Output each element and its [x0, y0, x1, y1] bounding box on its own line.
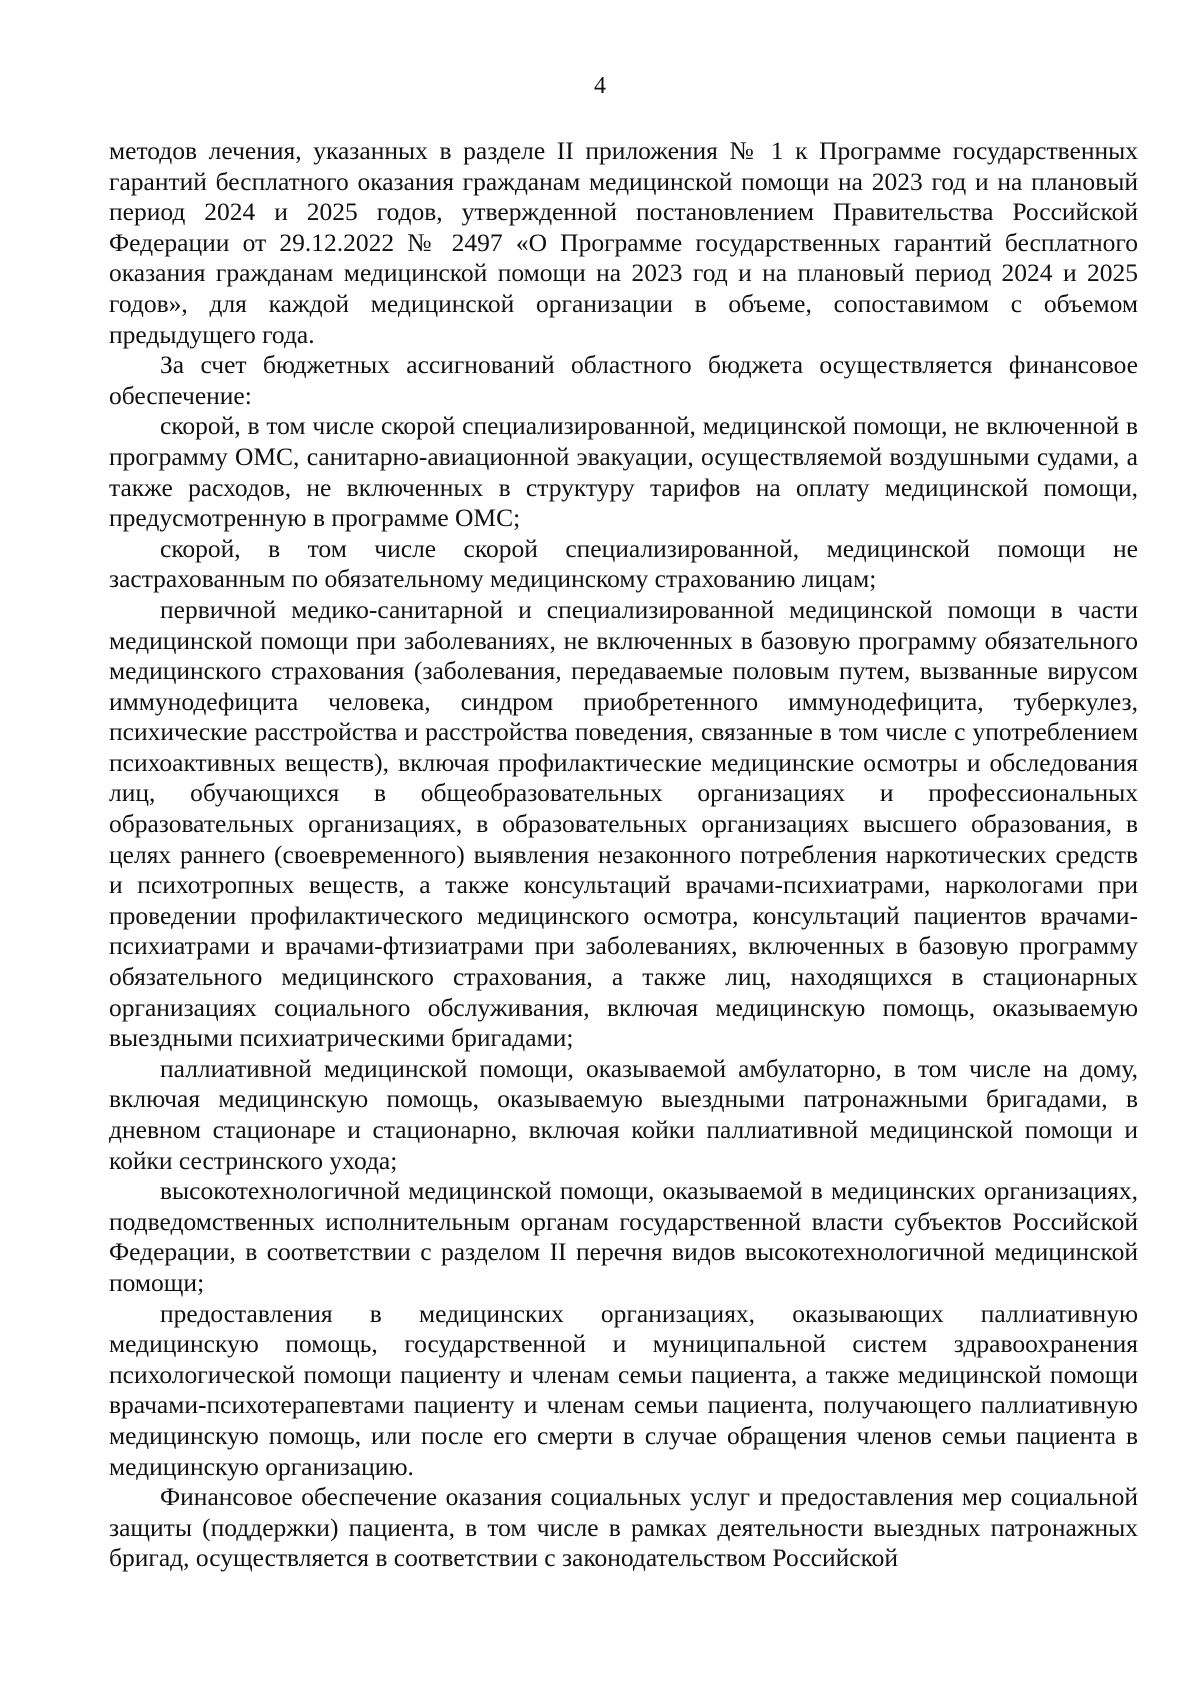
paragraph-primary-care: первичной медико-санитарной и специализированной медицинской помощи в части медицинской помощи при заболеваниях, не включенных в базовую программу обязательного медицинского страхования (заболевания, передаваемые половым путем, вызванные вирусом иммунодефицита человека, синдром приобретенного иммунодефицита, туберкулез, психические расстройства и расстройства поведения, связанные в том числе с употреблением психоактивных веществ), включая профилактические медицинские осмотры и обследования лиц, обучающихся в общеобразовательных организациях и профессиональных образовательных организациях, в образовательных организациях высшего образования, в целях раннего (своевременного) выявления незаконного потребления наркотических средств и психотропных веществ, а также консультаций врачами-психиатрами, наркологами при проведении профилактического медицинского осмотра, консультаций пациентов врачами-психиатрами и врачами-фтизиатрами при заболеваниях, включенных в базовую программу обязательного медицинского страхования, а также лиц, находящихся в стационарных организациях социального обслуживания, включая медицинскую помощь, оказываемую выездными психиатрическими бригадами;: [109, 594, 1138, 1053]
paragraph-psychological-help: предоставления в медицинских организациях, оказывающих паллиативную медицинскую помощь, государственной и муниципальной систем здравоохранения психологической помощи пациенту и членам семьи пациента, а также медицинской помощи врачами-психотерапевтами пациенту и членам семьи пациента, получающего паллиативную медицинскую помощь, или после его смерти в случае обращения членов семьи пациента в медицинскую организацию.: [109, 1298, 1138, 1481]
paragraph-funding-intro: За счет бюджетных ассигнований областного бюджета осуществляется финансовое обеспечение:: [109, 350, 1138, 410]
paragraph-palliative-care: паллиативной медицинской помощи, оказываемой амбулаторно, в том числе на дому, включая медицинскую помощь, оказываемую выездными патронажными бригадами, в дневном стационаре и стационарно, включая койки паллиативной медицинской помощи и койки сестринского ухода;: [109, 1053, 1138, 1175]
paragraph-social-services: Финансовое обеспечение оказания социальных услуг и предоставления мер социальной защиты (поддержки) пациента, в том числе в рамках деятельности выездных патронажных бригад, осуществляется в соответствии с законодательством Российской: [109, 1482, 1138, 1573]
document-body: [109, 136, 1138, 1574]
paragraph-continuation: методов лечения, указанных в разделе II приложения № 1 к Программе государственных гарантий бесплатного оказания гражданам медицинской помощи на 2023 год и на плановый период 2024 и 2025 годов, утвержденной постановлением Правительства Российской Федерации от 29.12.2022 № 2497 «О Программе государственных гарантий бесплатного оказания гражданам медицинской помощи на 2023 год и на плановый период 2024 и 2025 годов», для каждой медицинской организации в объеме, сопоставимом с объемом предыдущего года.: [109, 136, 1138, 349]
paragraph-emergency-care: скорой, в том числе скорой специализированной, медицинской помощи, не включенной в программу ОМС, санитарно-авиационной эвакуации, осуществляемой воздушными судами, а также расходов, не включенных в структуру тарифов на оплату медицинской помощи, предусмотренную в программе ОМС;: [109, 411, 1138, 533]
paragraph-emergency-uninsured: скорой, в том числе скорой специализированной, медицинской помощи не застрахованным по обязательному медицинскому страхованию лицам;: [109, 533, 1138, 594]
paragraph-high-tech-care: высокотехнологичной медицинской помощи, оказываемой в медицинских организациях, подведомственных исполнительным органам государственной власти субъектов Российской Федерации, в соответствии с разделом II перечня видов высокотехнологичной медицинской помощи;: [109, 1176, 1138, 1297]
page-number: 4: [594, 73, 606, 99]
